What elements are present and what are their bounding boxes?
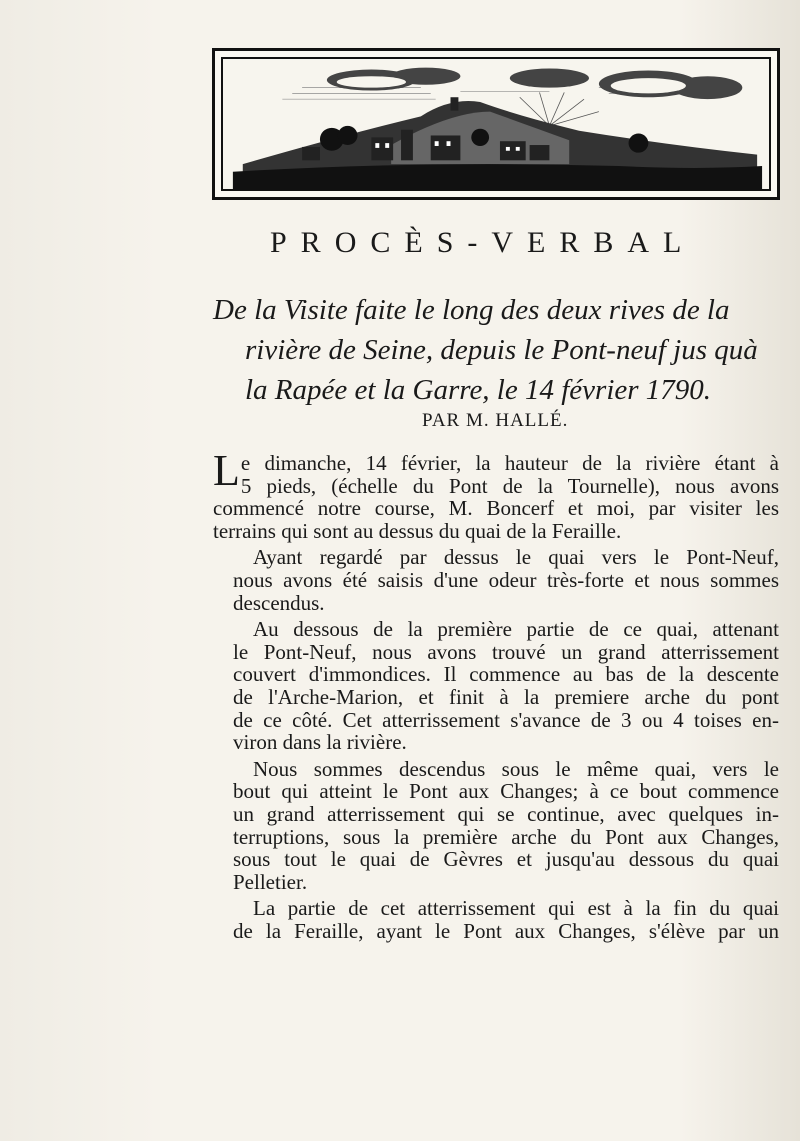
header-vignette xyxy=(212,48,780,200)
paragraph xyxy=(213,758,779,894)
paragraph xyxy=(213,897,779,942)
document-subtitle xyxy=(213,290,783,410)
text-line: de ce côté. Cet atterrissement s'avance de 3 ou 4 toises en- xyxy=(233,707,779,732)
subtitle-line: rivière de Seine, depuis le Pont-neuf jus quà xyxy=(245,334,758,366)
subtitle-line: De la Visite faite le long des deux rives de la xyxy=(213,294,730,326)
text-line: nous avons été saisis d'une odeur très-forte et nous sommes xyxy=(233,567,779,592)
landscape-engraving-icon xyxy=(223,59,769,189)
text-line: de l'Arche-Marion, et finit à la premiere arche du pont xyxy=(233,684,779,709)
text-line: sous tout le quai de Gèvres et jusqu'au dessous du quai xyxy=(233,847,779,872)
text-line: e dimanche, 14 février, la hauteur de la rivière étant à xyxy=(240,451,779,475)
page-title: PROCÈS-VERBAL xyxy=(270,226,696,259)
body-text xyxy=(213,446,779,946)
text-line: Pelletier. xyxy=(233,869,308,894)
text-line: de la Feraille, ayant le Pont aux Changes, s'élève par un xyxy=(233,918,779,943)
drop-cap: L xyxy=(213,446,240,495)
text-line: le Pont-Neuf, nous avons trouvé un grand atterrissement xyxy=(233,639,779,664)
text-line: commencé notre course, M. Boncerf et moi, par visiter les xyxy=(213,496,779,521)
text-line: viron dans la rivière. xyxy=(233,730,407,755)
text-line: 5 pieds, (échelle du Pont de la Tournelle), nous avons xyxy=(240,473,779,498)
paragraph xyxy=(213,446,779,543)
paragraph xyxy=(213,618,779,754)
paragraph xyxy=(213,546,779,614)
text-line: descendus. xyxy=(233,590,325,615)
text-line: terrains qui sont au dessus du quai de la Feraille. xyxy=(213,518,622,543)
text-line: La partie de cet atterrissement qui est à la fin du quai xyxy=(253,896,779,921)
subtitle-line: la Rapée et la Garre, le 14 février 1790. xyxy=(245,374,712,406)
text-line: terruptions, sous la première arche du Pont aux Changes, xyxy=(233,824,779,849)
author-byline: PAR M. HALLÉ. xyxy=(422,410,569,431)
text-line: couvert d'immondices. Il commence au bas de la descente xyxy=(233,662,779,687)
text-line: Nous sommes descendus sous le même quai, vers le xyxy=(253,756,779,781)
text-line: bout qui atteint le Pont aux Changes; à ce bout commence xyxy=(233,779,779,804)
text-line: un grand atterrissement qui se continue, avec quelques in- xyxy=(233,801,779,826)
text-line: Ayant regardé par dessus le quai vers le Pont-Neuf, xyxy=(253,545,779,570)
text-line: Au dessous de la première partie de ce quai, attenant xyxy=(253,617,779,642)
